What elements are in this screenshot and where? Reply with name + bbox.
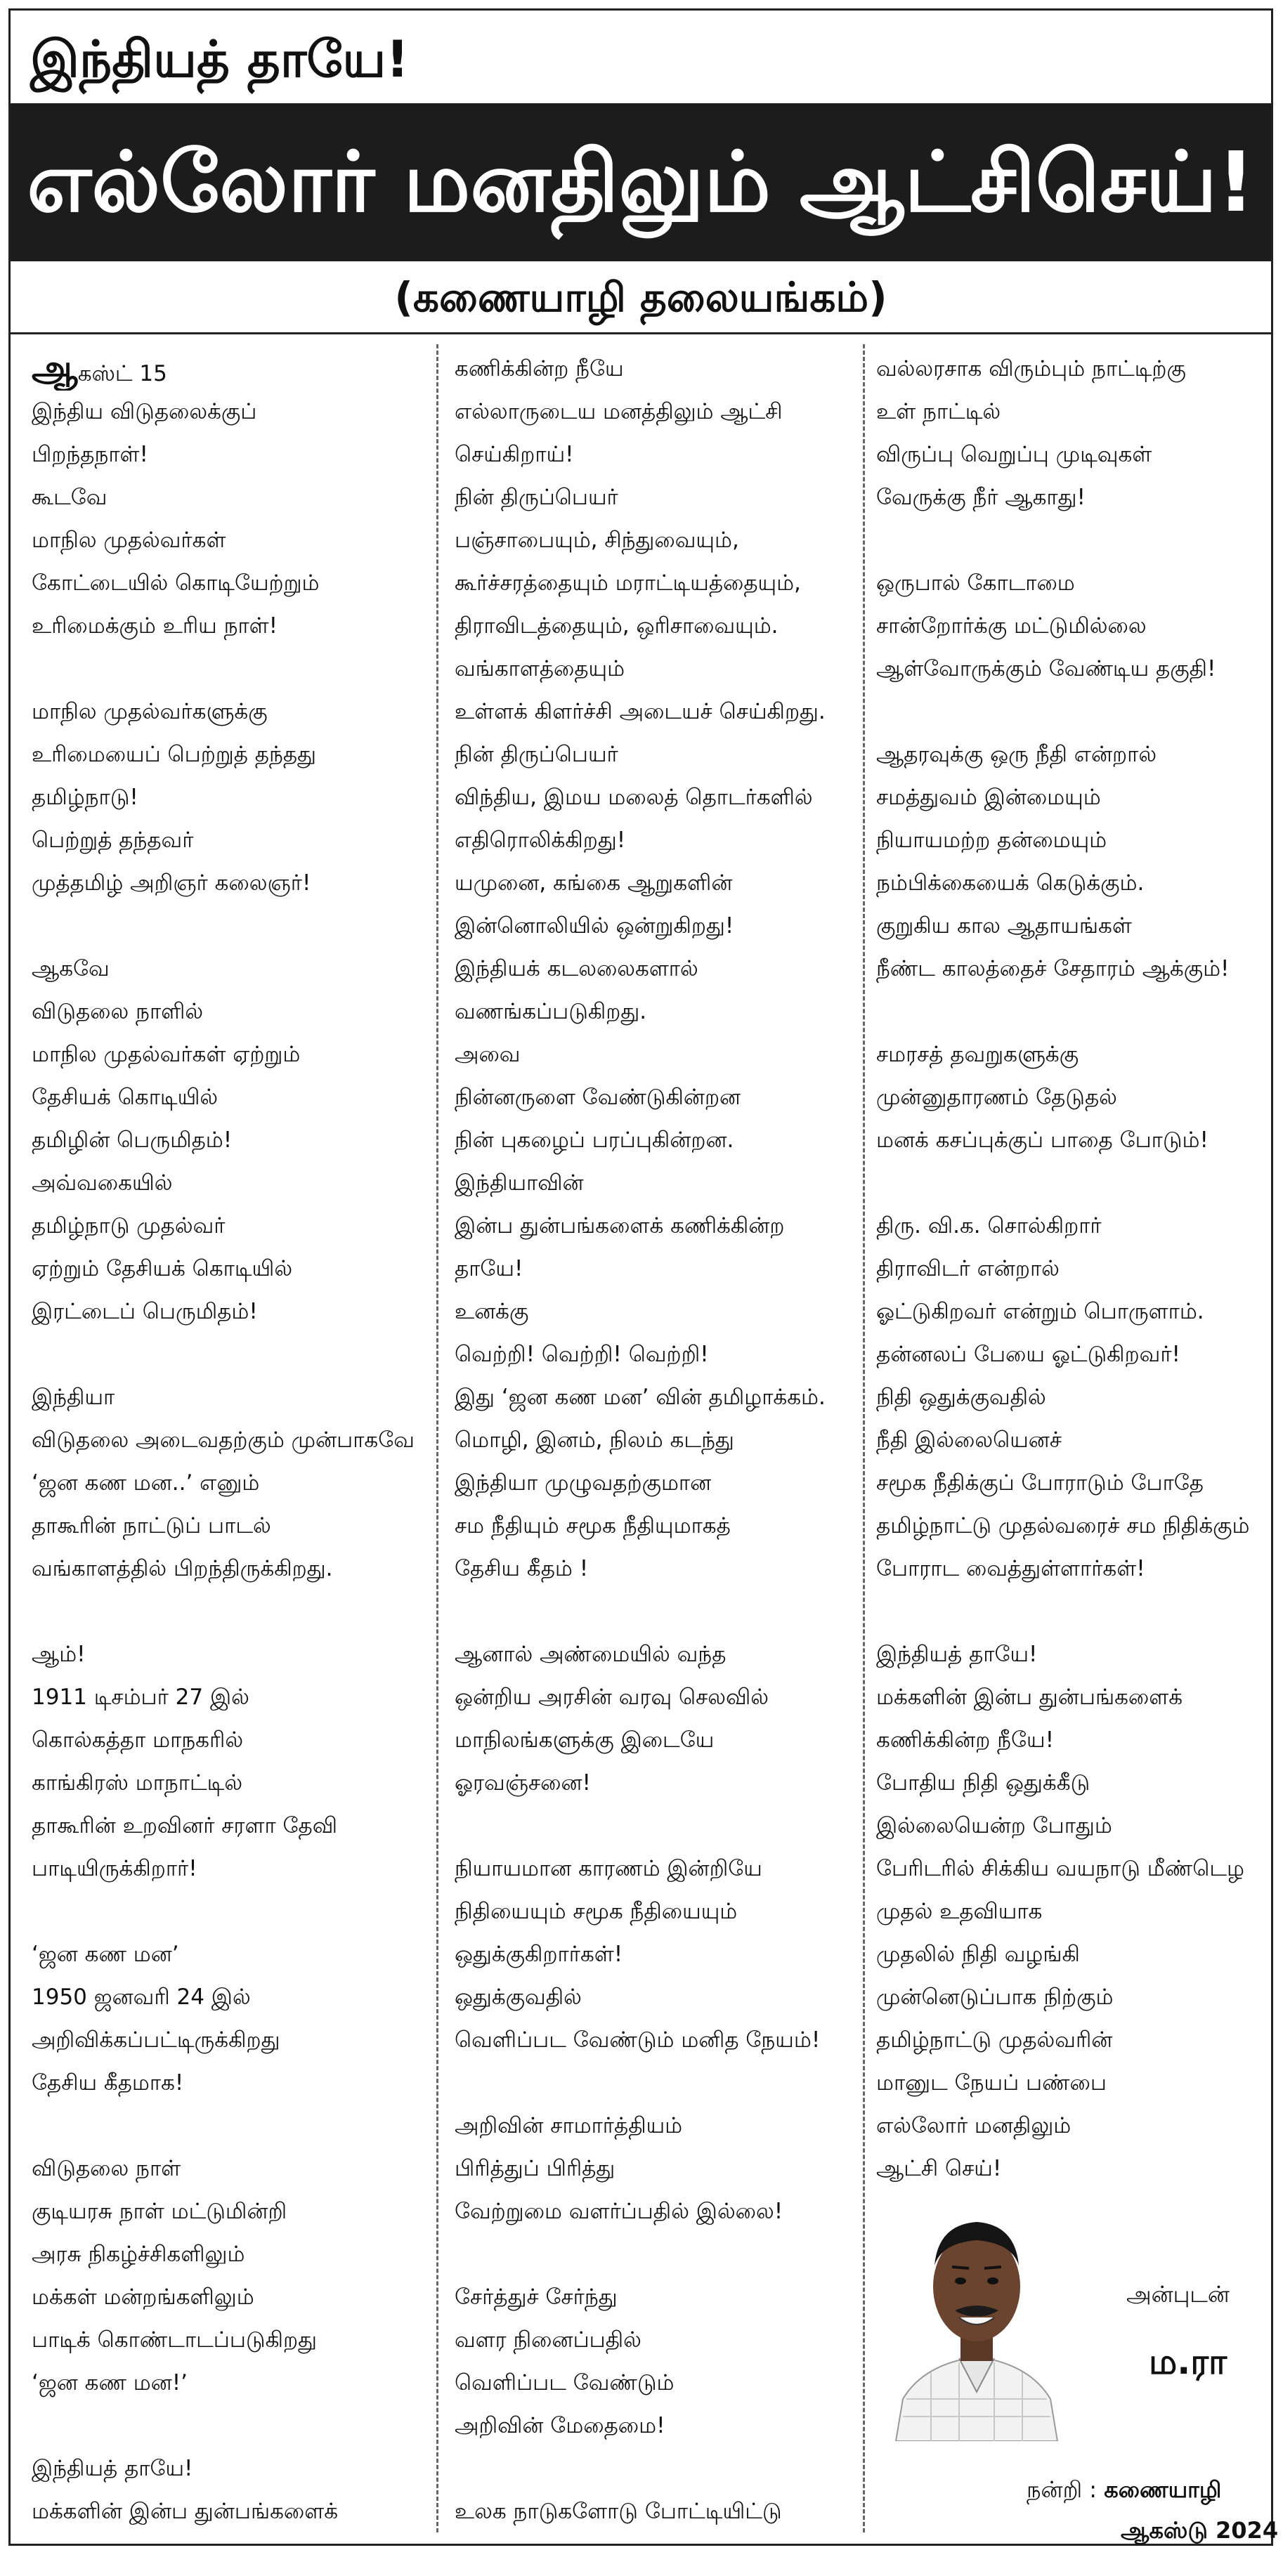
verse-line: விருப்பு வெறுப்பு முடிவுகள் <box>876 442 1152 467</box>
stanza <box>876 562 1270 691</box>
kicker-heading: இந்தியத் தாயே! <box>30 30 410 89</box>
credit-source: கணையாழி <box>1104 2476 1222 2503</box>
verse-line: மக்கள் மன்றங்களிலும் <box>32 2284 254 2310</box>
verse-line: கொல்கத்தா மாநகரில் <box>32 1727 244 1753</box>
verse-line: இன்ப துன்பங்களைக் கணிக்கின்ற <box>455 1213 785 1238</box>
verse-line: ஓரவஞ்சனை! <box>455 1770 591 1796</box>
first-line <box>32 348 425 391</box>
verse-line: இது ‘ஜன கண மன’ வின் தமிழாக்கம். <box>455 1385 826 1410</box>
verse-line: இந்தியத் தாயே! <box>876 1642 1038 1667</box>
verse-line: ஆகவே <box>32 956 110 981</box>
verse-line: இந்திய விடுதலைக்குப் <box>32 399 257 424</box>
signoff-label: அன்புடன் <box>1126 2281 1230 2308</box>
verse-line: கணிக்கின்ற நீயே <box>455 356 624 381</box>
publication-date: ஆகஸ்டு 2024 <box>1121 2517 1279 2544</box>
verse-line: மனக் கசப்புக்குப் பாதை போடும்! <box>876 1127 1209 1153</box>
verse-line: சமூக நீதிக்குப் போராடும் போதே <box>876 1470 1204 1496</box>
verse-line: விடுதலை நாள் <box>32 2156 181 2181</box>
column-2 <box>455 348 854 2576</box>
verse-line: மாநிலங்களுக்கு இடையே <box>455 1727 715 1753</box>
verse-line: நியாயமற்ற தன்மையும் <box>876 828 1107 853</box>
column-1 <box>32 348 425 2576</box>
verse-line: இந்தியாவின் <box>455 1170 584 1196</box>
verse-line: மாநில முதல்வர்கள் <box>32 528 226 553</box>
verse-line: தாகூரின் நாட்டுப் பாடல் <box>32 1513 271 1538</box>
verse-line: அவ்வகையில் <box>32 1170 173 1196</box>
verse-line: மக்களின் இன்ப துன்பங்களைக் <box>876 1685 1183 1710</box>
verse-line: மொழி, இனம், நிலம் கடந்து <box>455 1427 734 1453</box>
verse-line: ஒருபால் கோடாமை <box>876 570 1075 596</box>
verse-line: கோட்டையில் கொடியேற்றும் <box>32 570 320 596</box>
verse-line: நின் திருப்பெயர் <box>455 485 618 510</box>
verse-line: பிரித்துப் பிரித்து <box>455 2156 616 2181</box>
stanza <box>32 948 425 1333</box>
verse-line: பேரிடரில் சிக்கிய வயநாடு மீண்டெழ <box>876 1856 1244 1881</box>
verse-line: நின்னருளை வேண்டுகின்றன <box>455 1085 741 1110</box>
stanza <box>32 348 425 648</box>
verse-line: சமரசத் தவறுகளுக்கு <box>876 1042 1079 1067</box>
stanza <box>455 1848 854 2062</box>
verse-line: தமிழ்நாட்டு முதல்வரின் <box>876 2027 1113 2053</box>
verse-line: கூடவே <box>32 485 108 510</box>
credit-line <box>1027 2476 1221 2506</box>
verse-line: ஆனால் அண்மையில் வந்த <box>455 1642 727 1667</box>
verse-line: முன்னுதாரணம் தேடுதல் <box>876 1085 1117 1110</box>
verse-line: 1950 ஜனவரி 24 இல் <box>32 1985 251 2010</box>
verse-line: கணிக்கின்ற நீயே! <box>876 1727 1055 1753</box>
verse-line: மானுட நேயப் பண்பை <box>876 2070 1107 2096</box>
verse-line: ஆட்சி செய்! <box>876 2156 1002 2181</box>
verse-line: சமத்துவம் இன்மையும் <box>876 785 1101 810</box>
verse-line: உரிமைக்கும் உரிய நாள்! <box>32 613 278 639</box>
headline-banner <box>11 103 1271 261</box>
author-photo <box>882 2188 1072 2441</box>
credit-label: நன்றி : <box>1027 2476 1098 2503</box>
verse-line: திராவிடத்தையும், ஒரிசாவையும். <box>455 613 779 639</box>
verse-line: குடியரசு நாள் மட்டுமின்றி <box>32 2199 287 2224</box>
verse-line: வங்காளத்தையும் <box>455 656 625 681</box>
verse-line: நிதி ஒதுக்குவதில் <box>876 1385 1046 1410</box>
stanza <box>455 2105 854 2233</box>
verse-line: நின் திருப்பெயர் <box>455 742 618 767</box>
author-portrait-icon <box>896 2222 1057 2441</box>
verse-line: சம நீதியும் சமூக நீதியுமாகத் <box>455 1513 731 1538</box>
verse-line: வளர நினைப்பதில் <box>455 2327 642 2353</box>
verse-line: இந்தியா <box>32 1385 115 1410</box>
verse-line: ஒதுக்குகிறார்கள்! <box>455 1942 623 1967</box>
stanza <box>455 2276 854 2447</box>
verse-line: நிதியையும் சமூக நீதியையும் <box>455 1899 738 1924</box>
verse-line: முன்னெடுப்பாக நிற்கும் <box>876 1985 1114 2010</box>
verse-line: தாயே! <box>455 1256 523 1281</box>
verse-line: இந்தியக் கடலலைகளால் <box>455 956 698 981</box>
first-line-rest: கஸ்ட் 15 <box>77 361 167 386</box>
verse-line: தேசிய கீதம் ! <box>455 1556 589 1581</box>
verse-line: கூர்ச்சரத்தையும் மராட்டியத்தையும், <box>455 570 801 596</box>
verse-line: பிறந்தநாள்! <box>32 442 148 467</box>
verse-line: வணங்கப்படுகிறது. <box>455 999 647 1024</box>
verse-line: 1911 டிசம்பர் 27 இல் <box>32 1685 249 1710</box>
verse-line: ஏற்றும் தேசியக் கொடியில் <box>32 1256 293 1281</box>
verse-line: ஒதுக்குவதில் <box>455 1985 582 2010</box>
verse-line: அறிவின் சாமார்த்தியம் <box>455 2113 683 2138</box>
verse-line: அவை <box>455 1042 521 1067</box>
stanza <box>876 1033 1270 1162</box>
verse-line: ‘ஜன கண மன!’ <box>32 2370 188 2395</box>
stanza <box>32 1933 425 2105</box>
stanza <box>32 691 425 905</box>
column-divider <box>436 344 438 2532</box>
verse-line: இன்னொலியில் ஒன்றுகிறது! <box>455 913 734 939</box>
verse-line: ஆம்! <box>32 1642 86 1667</box>
verse-line: வல்லரசாக விரும்பும் நாட்டிற்கு <box>876 356 1186 381</box>
verse-line: எல்லோர் மனதிலும் <box>876 2113 1072 2138</box>
verse-line: பாடியிருக்கிறார்! <box>32 1856 197 1881</box>
stanza <box>876 1205 1270 1590</box>
stanza <box>455 1633 854 1805</box>
verse-line: எதிரொலிக்கிறது! <box>455 828 626 853</box>
verse-line: நின் புகழைப் பரப்புகின்றன. <box>455 1127 734 1153</box>
verse-line: உலக நாடுகளோடு போட்டியிட்டு <box>455 2499 782 2524</box>
verse-line: யமுனை, கங்கை ஆறுகளின் <box>455 870 733 896</box>
verse-line: உரிமையைப் பெற்றுத் தந்தது <box>32 742 316 767</box>
verse-line: தேசிய கீதமாக! <box>32 2070 184 2096</box>
verse-line: உள்ளக் கிளர்ச்சி அடையச் செய்கிறது. <box>455 699 826 724</box>
stanza <box>876 1633 1270 2190</box>
verse-line: போராட வைத்துள்ளார்கள்! <box>876 1556 1145 1581</box>
verse-line: போதிய நிதி ஒதுக்கீடு <box>876 1770 1090 1796</box>
verse-line: தன்னலப் பேயை ஓட்டுகிறவர்! <box>876 1342 1180 1367</box>
verse-line: ஆள்வோருக்கும் வேண்டிய தகுதி! <box>876 656 1216 681</box>
verse-line: நம்பிக்கையைக் கெடுக்கும். <box>876 870 1145 896</box>
stanza <box>32 1376 425 1590</box>
headline: எல்லோர் மனதிலும் ஆட்சிசெய்! <box>27 133 1255 230</box>
verse-line: உனக்கு <box>455 1299 529 1324</box>
verse-line: தாகூரின் உறவினர் சரளா தேவி <box>32 1813 337 1838</box>
verse-line: காங்கிரஸ் மாநாட்டில் <box>32 1770 243 1796</box>
verse-line: வெளிப்பட வேண்டும் <box>455 2370 675 2395</box>
stanza <box>32 1633 425 1890</box>
verse-line: தமிழ்நாடு முதல்வர் <box>32 1213 226 1238</box>
verse-line: விந்திய, இமய மலைத் தொடர்களில் <box>455 785 813 810</box>
drop-cap: ஆ <box>32 348 78 390</box>
verse-line: நியாயமான காரணம் இன்றியே <box>455 1856 762 1881</box>
subtitle: (கணையாழி தலையங்கம்) <box>11 262 1271 334</box>
verse-line: வெளிப்பட வேண்டும் மனித நேயம்! <box>455 2027 821 2053</box>
verse-line: இல்லையென்ற போதும் <box>876 1813 1112 1838</box>
stanza <box>455 2490 854 2533</box>
stanza <box>32 2447 425 2533</box>
verse-line: பாடிக் கொண்டாடப்படுகிறது <box>32 2327 317 2353</box>
verse-line: மக்களின் இன்ப துன்பங்களைக் <box>32 2499 339 2524</box>
verse-line: திராவிடர் என்றால் <box>876 1256 1060 1281</box>
column-3 <box>876 348 1270 2233</box>
author-name: ம.ரா <box>1149 2341 1227 2382</box>
verse-line: தமிழின் பெருமிதம்! <box>32 1127 233 1153</box>
verse-line: ஆதரவுக்கு ஒரு நீதி என்றால் <box>876 742 1157 767</box>
verse-line: விடுதலை நாளில் <box>32 999 204 1024</box>
verse-line: விடுதலை அடைவதற்கும் முன்பாகவே <box>32 1427 415 1453</box>
verse-line: பெற்றுத் தந்தவர் <box>32 828 194 853</box>
verse-line: பஞ்சாபையும், சிந்துவையும், <box>455 528 739 553</box>
verse-line: எல்லாருடைய மனத்திலும் ஆட்சி <box>455 399 783 424</box>
verse-line: மாநில முதல்வர்கள் ஏற்றும் <box>32 1042 301 1067</box>
verse-line: குறுகிய கால ஆதாயங்கள் <box>876 913 1132 939</box>
stanza <box>455 348 854 1590</box>
verse-line: ஓட்டுகிறவர் என்றும் பொருளாம். <box>876 1299 1204 1324</box>
stanza <box>32 2147 425 2405</box>
verse-line: வேருக்கு நீர் ஆகாது! <box>876 485 1086 510</box>
verse-line: மாநில முதல்வர்களுக்கு <box>32 699 268 724</box>
verse-line: சேர்த்துச் சேர்ந்து <box>455 2284 618 2310</box>
verse-line: நீண்ட காலத்தைச் சேதாரம் ஆக்கும்! <box>876 956 1230 981</box>
stanza <box>876 733 1270 990</box>
verse-line: ஒன்றிய அரசின் வரவு செலவில் <box>455 1685 769 1710</box>
verse-line: நீதி இல்லையெனச் <box>876 1427 1062 1453</box>
verse-line: திரு. வி.க. சொல்கிறார் <box>876 1213 1102 1238</box>
verse-line: தமிழ்நாட்டு முதல்வரைச் சம நிதிக்கும் <box>876 1513 1250 1538</box>
verse-line: இந்தியா முழுவதற்குமான <box>455 1470 712 1496</box>
verse-line: ‘ஜன கண மன..’ எனும் <box>32 1470 260 1496</box>
verse-line: வேற்றுமை வளர்ப்பதில் இல்லை! <box>455 2199 783 2224</box>
verse-line: இரட்டைப் பெருமிதம்! <box>32 1299 258 1324</box>
verse-line: முத்தமிழ் அறிஞர் கலைஞர்! <box>32 870 311 896</box>
verse-line: சான்றோர்க்கு மட்டுமில்லை <box>876 613 1147 639</box>
verse-line: இந்தியத் தாயே! <box>32 2456 193 2481</box>
verse-line: தமிழ்நாடு! <box>32 785 138 810</box>
article-frame <box>8 8 1279 2546</box>
verse-line: வெற்றி! வெற்றி! வெற்றி! <box>455 1342 709 1367</box>
verse-line: செய்கிறாய்! <box>455 442 574 467</box>
verse-line: அறிவின் மேதைமை! <box>455 2413 665 2438</box>
verse-line: தேசியக் கொடியில் <box>32 1085 219 1110</box>
verse-line: அரசு நிகழ்ச்சிகளிலும் <box>32 2242 245 2267</box>
verse-line: முதலில் நிதி வழங்கி <box>876 1942 1080 1967</box>
verse-line: உள் நாட்டில் <box>876 399 1001 424</box>
column-divider <box>863 344 865 2532</box>
stanza-lines <box>32 391 425 648</box>
stanza <box>876 348 1270 519</box>
verse-line: அறிவிக்கப்பட்டிருக்கிறது <box>32 2027 280 2053</box>
verse-line: ‘ஜன கண மன’ <box>32 1942 179 1967</box>
verse-line: முதல் உதவியாக <box>876 1899 1043 1924</box>
verse-line: வங்காளத்தில் பிறந்திருக்கிறது. <box>32 1556 333 1581</box>
